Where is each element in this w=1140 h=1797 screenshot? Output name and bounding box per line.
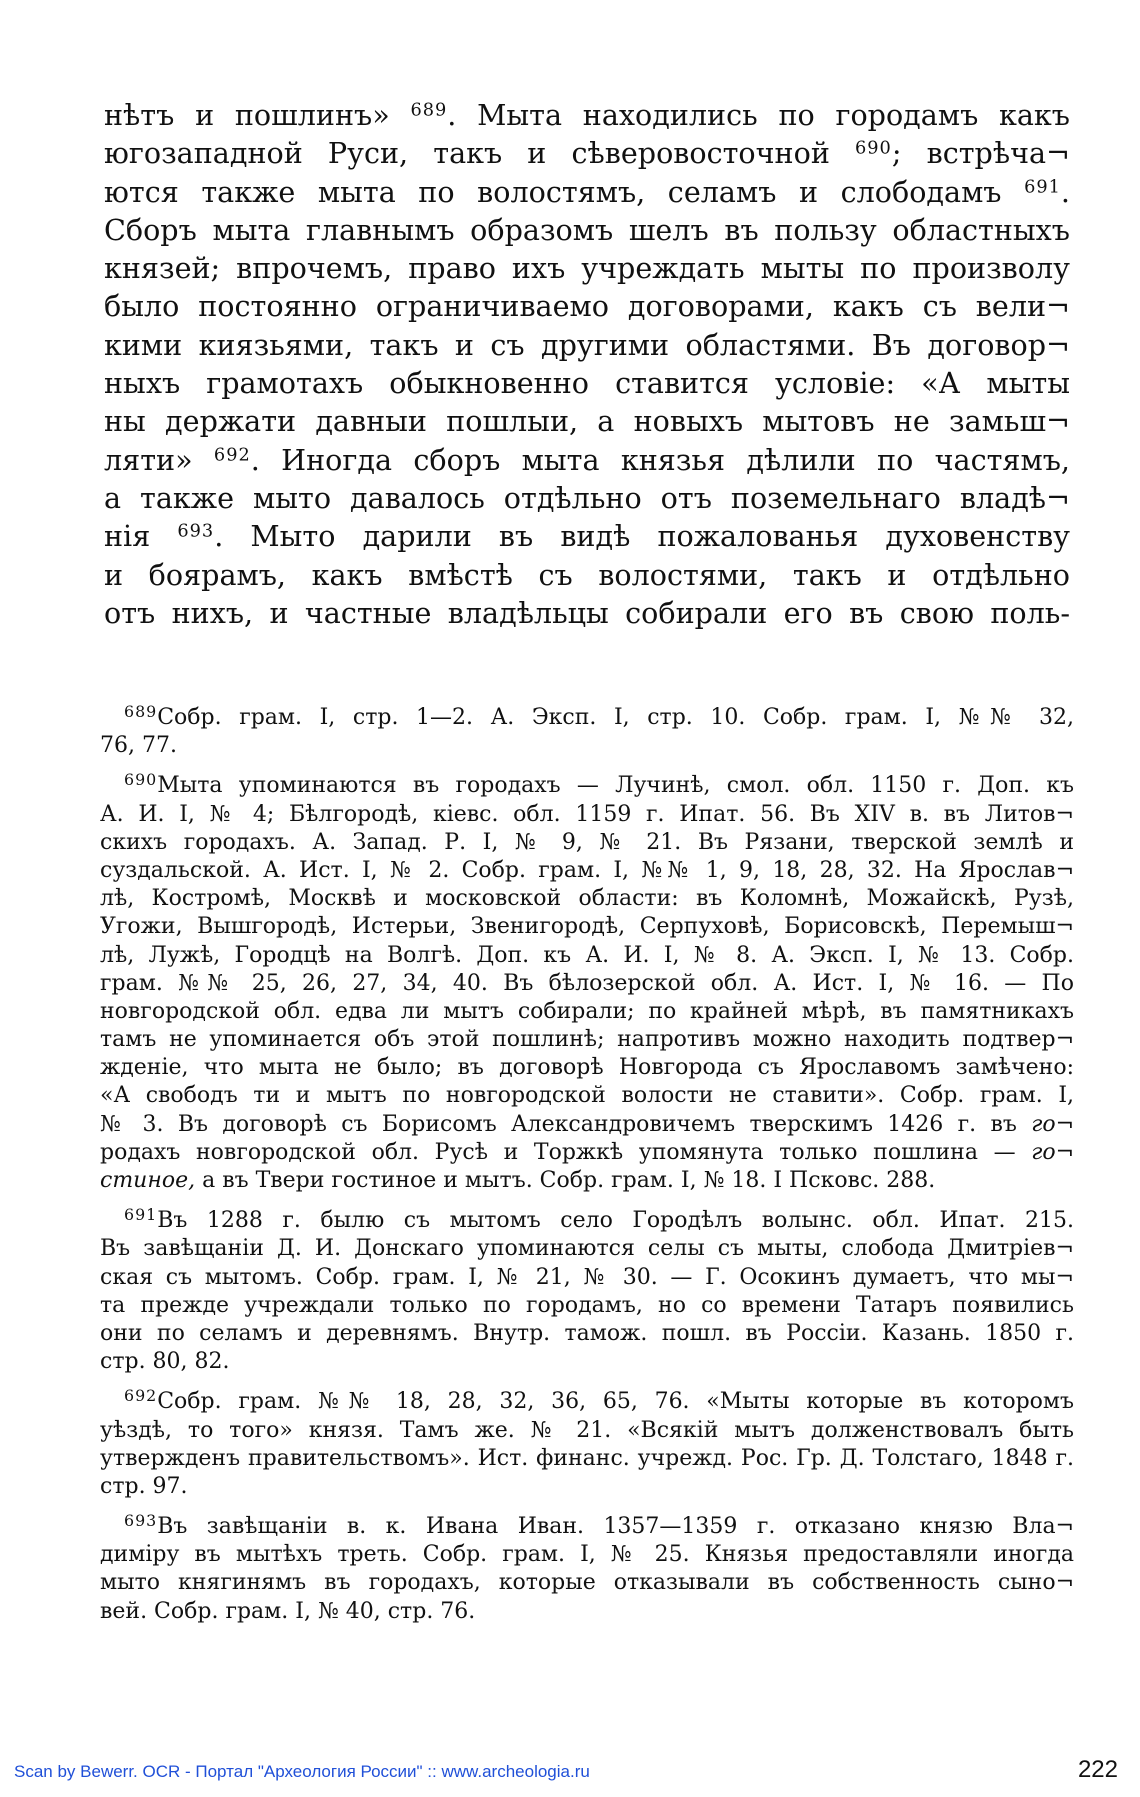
footnote-number: 689: [124, 701, 158, 721]
footnote-689: [100, 701, 1074, 760]
italic-term: го¬: [1031, 1111, 1074, 1137]
footnote-line: [100, 1445, 1074, 1473]
main-text-line: [104, 249, 1070, 287]
footnote-line: [100, 1111, 1074, 1139]
main-text-line: [104, 134, 1070, 172]
footnote-line: [100, 1026, 1074, 1054]
footnote-line: [100, 772, 1074, 800]
main-text-line: [104, 173, 1070, 211]
footnote-text: суздальской. А. Ист. I, № 2. Собр. грам. I, №№ 1, 9, 18, 28, 32. На Ярослав¬: [100, 857, 1074, 883]
footnote-text: грам. №№ 25, 26, 27, 34, 40. Въ бѣлозерской обл. А. Ист. I, № 16. — По: [100, 970, 1074, 996]
footnote-text: жденіе, что мыта не было; въ договорѣ Новгорода съ Ярославомъ замѣчено:: [100, 1055, 1074, 1081]
footnote-line: [100, 1598, 1074, 1626]
footnote-690: [100, 772, 1074, 1195]
main-text-block: [104, 96, 1070, 632]
main-text-segment: .: [1060, 174, 1070, 209]
main-text-line: [104, 517, 1070, 555]
main-text-line: [104, 287, 1070, 325]
italic-term: го¬: [1031, 1139, 1074, 1165]
footnote-line: [100, 885, 1074, 913]
footnote-reference: 693: [177, 521, 215, 542]
main-text-line: [104, 556, 1070, 594]
footnote-line: [100, 1082, 1074, 1110]
footnote-line: [100, 1541, 1074, 1569]
footnote-text: Въ 1288 г. былю съ мытомъ село Городѣлъ волынс. обл. Ипат. 215.: [157, 1208, 1074, 1234]
footnote-text: Собр. грам. I, стр. 1—2. А. Эксп. I, стр. 10. Собр. грам. I, №№ 32,: [157, 705, 1074, 730]
footnote-line: [100, 1207, 1074, 1235]
footnote-reference: 692: [213, 444, 251, 465]
footnote-line: [100, 1473, 1074, 1501]
footnotes-block: [100, 701, 1074, 1638]
main-text-segment: князей; впрочемъ, право ихъ учреждать мыты по произволу: [104, 251, 1070, 286]
footnote-line: [100, 1569, 1074, 1597]
footnote-line: [100, 1264, 1074, 1292]
footnote-text: лѣ, Лужѣ, Городцѣ на Волгѣ. Доп. къ А. И. I, № 8. А. Эксп. I, № 13. Собр.: [100, 942, 1074, 968]
main-text-line: [104, 479, 1070, 517]
footnote-line: [100, 732, 1074, 760]
page-number: 222: [1077, 1756, 1118, 1783]
italic-term: стиное,: [100, 1168, 196, 1193]
main-text-segment: ныхъ грамотахъ обыкновенно ставится условіе: «А мыты: [104, 366, 1070, 401]
footnote-text: Угожи, Вышгородѣ, Истерьи, Звенигородѣ, Серпуховѣ, Борисовскѣ, Перемыш¬: [100, 914, 1074, 940]
main-text-segment: югозападной Руси, такъ и сѣверовосточной: [104, 136, 856, 171]
footnote-line: [100, 1167, 1074, 1195]
footnote-number: 691: [124, 1205, 158, 1225]
footnote-line: [100, 970, 1074, 998]
footnote-text: Въ завѣщаніи Д. И. Донскаго упоминаются селы съ мыты, слобода Дмитріев¬: [100, 1236, 1074, 1262]
footnote-line: [100, 1388, 1074, 1416]
footnote-text: вей. Собр. грам. I, № 40, стр. 76.: [100, 1598, 476, 1624]
main-text-segment: отъ нихъ, и частные владѣльцы собирали его въ свою поль-: [104, 595, 1070, 630]
footnote-reference: 691: [1024, 176, 1061, 197]
footnote-line: [100, 801, 1074, 829]
footnote-line: [100, 1320, 1074, 1348]
footnote-text: новгородской обл. едва ли мытъ собирали; по крайней мѣрѣ, въ памятникахъ: [100, 998, 1074, 1024]
main-text-line: [104, 402, 1070, 440]
main-text-line: [104, 441, 1070, 479]
footnote-text: стиное, а въ Твери гостиное и мытъ. Собр. грам. I, № 18. I Псковс. 288.: [100, 1168, 936, 1193]
footnote-number: 690: [124, 770, 158, 790]
main-text-segment: кими киязьями, такъ и съ другими областями. Въ договор¬: [104, 327, 1070, 362]
footnote-number: 692: [124, 1386, 158, 1406]
main-text-segment: а также мыто давалось отдѣльно отъ поземельнаго владѣ¬: [104, 480, 1070, 515]
main-text-segment: Сборъ мыта главнымъ образомъ шелъ въ пользу областныхъ: [104, 212, 1070, 247]
footnote-691: [100, 1207, 1074, 1376]
footnote-text: Въ завѣщаніи в. к. Ивана Иван. 1357—1359 г. отказано князю Вла¬: [157, 1514, 1074, 1540]
footnote-text: Мыта упоминаются въ городахъ — Лучинѣ, смол. обл. 1150 г. Доп. къ: [157, 773, 1074, 799]
main-text-segment: ; встрѣча¬: [891, 136, 1070, 171]
main-text-segment: и боярамъ, какъ вмѣстѣ съ волостями, такъ и отдѣльно: [104, 557, 1070, 592]
footnote-text: ская съ мытомъ. Собр. грам. I, № 21, № 30. — Г. Осокинъ думаетъ, что мы¬: [100, 1264, 1074, 1290]
footnote-text: утвержденъ правительствомъ». Ист. финанс. учрежд. Рос. Гр. Д. Толстаго, 1848 г.: [100, 1445, 1074, 1471]
footnote-693: [100, 1510, 1074, 1626]
footnote-line: [100, 829, 1074, 857]
footnote-line: [100, 1510, 1074, 1541]
footnote-line: [100, 1139, 1074, 1167]
footnote-text: мыто княгинямъ въ городахъ, которые отказывали въ собственность сыно¬: [100, 1570, 1074, 1596]
main-text-segment: ляти»: [104, 442, 214, 477]
footnote-text: Собр. грам. №№ 18, 28, 32, 36, 65, 76. «Мыты которые въ которомъ: [157, 1389, 1074, 1415]
footnote-text: они по селамъ и деревнямъ. Внутр. тамож. пошл. въ Россіи. Казань. 1850 г.: [100, 1320, 1074, 1346]
footnote-line: [100, 1348, 1074, 1376]
footnote-text: та прежде учреждали только по городамъ, но со времени Татаръ появились: [100, 1292, 1074, 1318]
main-text-line: [104, 326, 1070, 364]
footnote-text: тамъ не упоминается объ этой пошлинѣ; напротивъ можно находить подтвер¬: [100, 1027, 1074, 1053]
main-text-segment: было постоянно ограничиваемо договорами, какъ съ вели¬: [104, 289, 1070, 324]
footnote-line: [100, 1292, 1074, 1320]
footnote-692: [100, 1388, 1074, 1501]
main-text-line: [104, 364, 1070, 402]
footnote-text: уѣздѣ, то того» князя. Тамъ же. № 21. «Всякій мытъ долженствовалъ быть: [100, 1417, 1074, 1443]
main-text-line: [104, 594, 1070, 632]
footnote-reference: 690: [855, 138, 892, 159]
main-text-segment: ны держати давныи пошлыи, а новыхъ мытовъ не замьш¬: [104, 404, 1070, 439]
main-text-segment: . Иногда сборъ мыта князья дѣлили по частямъ,: [250, 442, 1070, 477]
footnote-text: А. И. I, № 4; Бѣлгородѣ, кіевс. обл. 1159 г. Ипат. 56. Въ XIV в. въ Литов¬: [100, 801, 1074, 827]
footnote-line: [100, 1054, 1074, 1082]
footnote-text: стр. 97.: [100, 1473, 188, 1499]
footnote-text: «А свободъ ти и мытъ по новгородской волости не ставити». Собр. грам. I,: [100, 1083, 1074, 1109]
main-text-segment: ются также мыта по волостямъ, селамъ и слободамъ: [104, 174, 1025, 209]
footnote-line: [100, 857, 1074, 885]
footnote-text: 76, 77.: [100, 733, 177, 759]
footnote-text: скихъ городахъ. А. Запад. Р. I, № 9, № 21. Въ Рязани, тверской землѣ и: [100, 829, 1074, 855]
footnote-line: [100, 998, 1074, 1026]
footnote-reference: 689: [410, 100, 448, 121]
main-text-segment: . Мыта находились по городамъ какъ: [447, 98, 1070, 132]
main-text-line: [104, 96, 1070, 134]
main-text-segment: . Мыто дарили въ видѣ пожалованья духовенству: [214, 519, 1070, 554]
footnote-line: [100, 701, 1074, 732]
footnote-text: № 3. Въ договорѣ съ Борисомъ Александровичемъ тверскимъ 1426 г. въ го¬: [100, 1111, 1074, 1137]
main-text-segment: нѣтъ и пошлинъ»: [104, 98, 411, 132]
footnote-text: родахъ новгородской обл. Русѣ и Торжкѣ упомянута только пошлина — го¬: [100, 1139, 1074, 1165]
footnote-number: 693: [124, 1510, 158, 1530]
footnote-line: [100, 1417, 1074, 1445]
footnote-line: [100, 942, 1074, 970]
footnote-text: лѣ, Костромѣ, Москвѣ и московской области: въ Коломнѣ, Можайскѣ, Рузѣ,: [100, 886, 1074, 912]
main-text-segment: нія: [104, 519, 178, 554]
footnote-text: диміру въ мытѣхъ треть. Собр. грам. I, № 25. Князья предоставляли иногда: [100, 1542, 1074, 1568]
footnote-line: [100, 1235, 1074, 1263]
main-text-line: [104, 211, 1070, 249]
scan-credit-link[interactable]: Scan by Bewerr. OCR - Портал "Археология России" :: www.archeologia.ru: [14, 1762, 590, 1781]
footnote-line: [100, 913, 1074, 941]
footnote-text: стр. 80, 82.: [100, 1349, 230, 1375]
